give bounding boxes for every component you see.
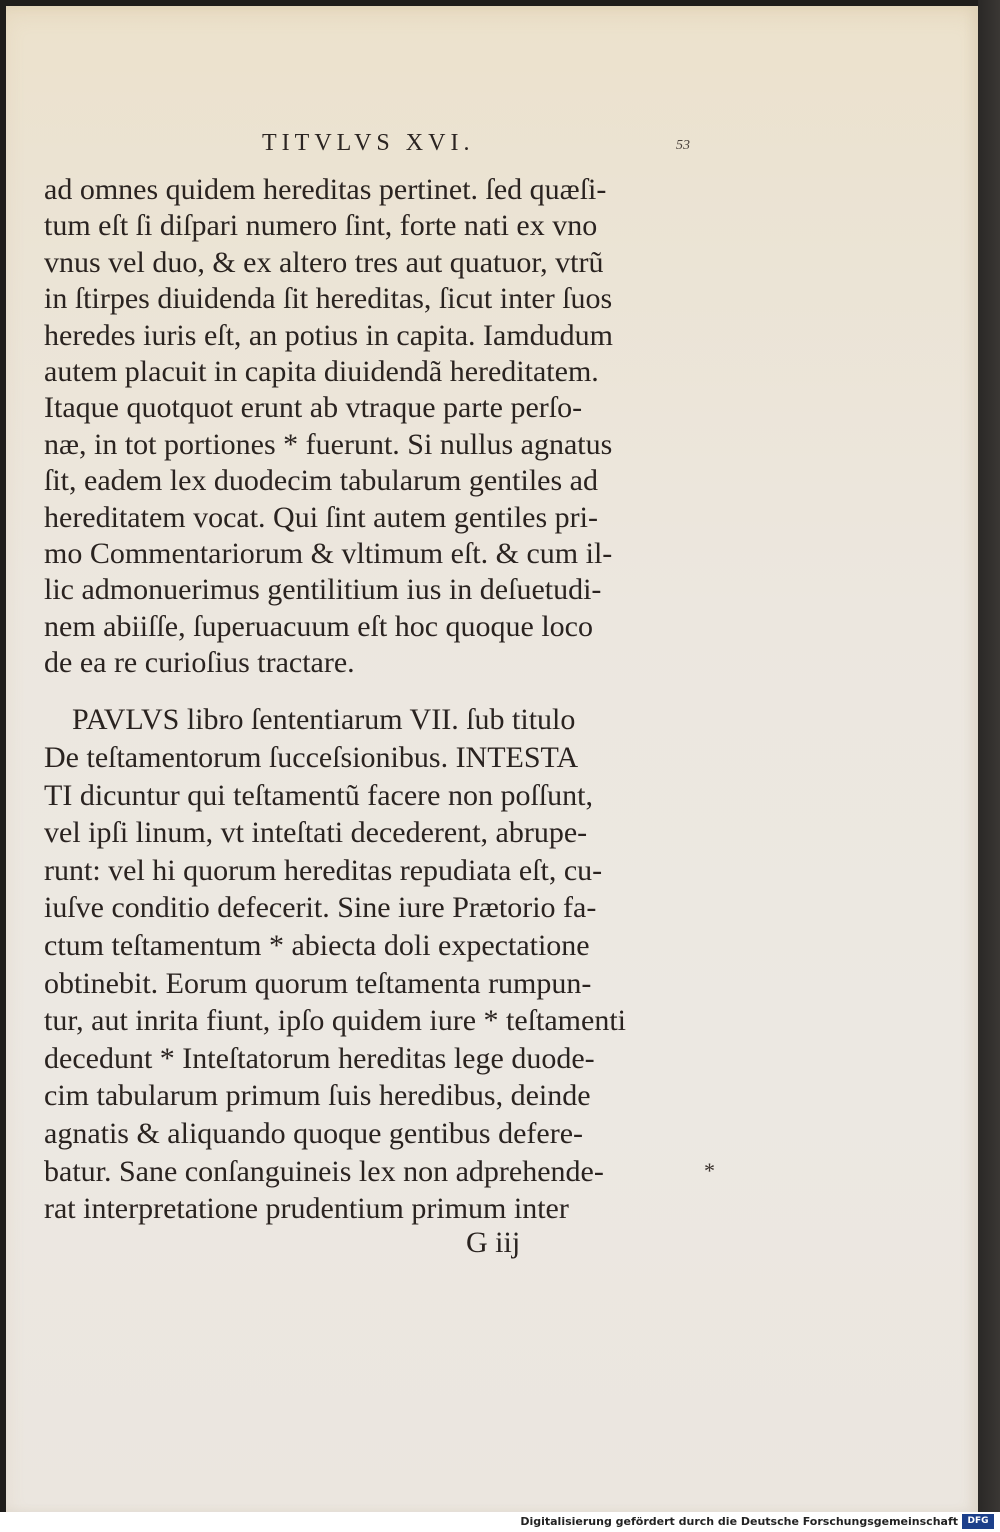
text-line: ſit, eadem lex duodecim tabularum gentiles ad xyxy=(44,464,598,498)
text-line: Itaque quotquot erunt ab vtraque parte perſo- xyxy=(44,391,583,425)
running-title: TITVLVS XVI. xyxy=(262,130,475,156)
text-line: heredes iuris eſt, an potius in capita. Iamdudum xyxy=(44,318,614,352)
scan-edge xyxy=(978,0,1000,1532)
page-number: 53 xyxy=(676,138,690,153)
text-line: de ea re curioſius tractare. xyxy=(44,646,355,680)
text-line: decedunt * Inteſtatorum hereditas lege duode- xyxy=(44,1041,595,1075)
funding-credit: Digitalisierung gefördert durch die Deutsche Forschungsgemeinschaft xyxy=(520,1515,958,1528)
text-line: hereditatem vocat. Qui ſint autem gentiles pri- xyxy=(44,500,598,534)
text-line: vel ipſi linum, vt inteſtati decederent, abrupe- xyxy=(44,816,588,850)
dfg-logo: DFG xyxy=(962,1514,994,1529)
text-line: ad omnes quidem hereditas pertinet. ſed quæſi- xyxy=(44,173,607,206)
text-line: iuſve conditio defecerit. Sine iure Prætorio fa- xyxy=(44,891,597,925)
text-line: obtinebit. Eorum quorum teſtamenta rumpun- xyxy=(44,966,592,1000)
text-line: lic admonuerimus gentilitium ius in deſuetudi- xyxy=(44,573,602,607)
text-line: rat interpretatione prudentium primum inter xyxy=(44,1192,569,1226)
signature-mark: G iij xyxy=(466,1226,521,1259)
text-line: agnatis & aliquando quoque gentibus defere- xyxy=(44,1117,584,1150)
page-header xyxy=(0,130,1000,166)
text-line: TI dicuntur qui teſtamentũ facere non poſſunt, xyxy=(44,778,593,812)
text-line: tum eſt ſi diſpari numero ſint, forte nati ex vno xyxy=(44,209,598,243)
text-line: autem placuit in capita diuidendã hereditatem. xyxy=(44,354,599,388)
footer-bar xyxy=(0,1512,1000,1532)
main-text xyxy=(44,172,704,1228)
text-line: De teſtamentorum ſucceſsionibus. INTESTA xyxy=(44,741,579,775)
text-line: runt: vel hi quorum hereditas repudiata eſt, cu- xyxy=(44,853,603,887)
text-line: in ſtirpes diuidenda ſit hereditas, ſicut inter ſuos xyxy=(44,282,613,316)
paragraph-2 xyxy=(44,701,704,1227)
paragraph-1 xyxy=(44,172,704,681)
text-line: nem abiiſſe, ſuperuacuum eſt hoc quoque loco xyxy=(44,609,593,643)
margin-asterisk: * xyxy=(704,1158,715,1183)
text-line: ctum teſtamentum * abiecta doli expectatione xyxy=(44,929,590,963)
text-line: PAVLVS libro ſententiarum VII. ſub titulo xyxy=(72,703,576,737)
text-line: cim tabularum primum ſuis heredibus, deinde xyxy=(44,1079,591,1113)
text-line: tur, aut inrita fiunt, ipſo quidem iure * teſtamenti xyxy=(44,1004,626,1038)
text-line: vnus vel duo, & ex altero tres aut quatuor, vtrũ xyxy=(44,245,604,279)
text-line: batur. Sane conſanguineis lex non adprehende- xyxy=(44,1154,604,1188)
text-line: mo Commentariorum & vltimum eſt. & cum il- xyxy=(44,536,613,570)
text-line: næ, in tot portiones * fuerunt. Si nullus agnatus xyxy=(44,427,613,461)
